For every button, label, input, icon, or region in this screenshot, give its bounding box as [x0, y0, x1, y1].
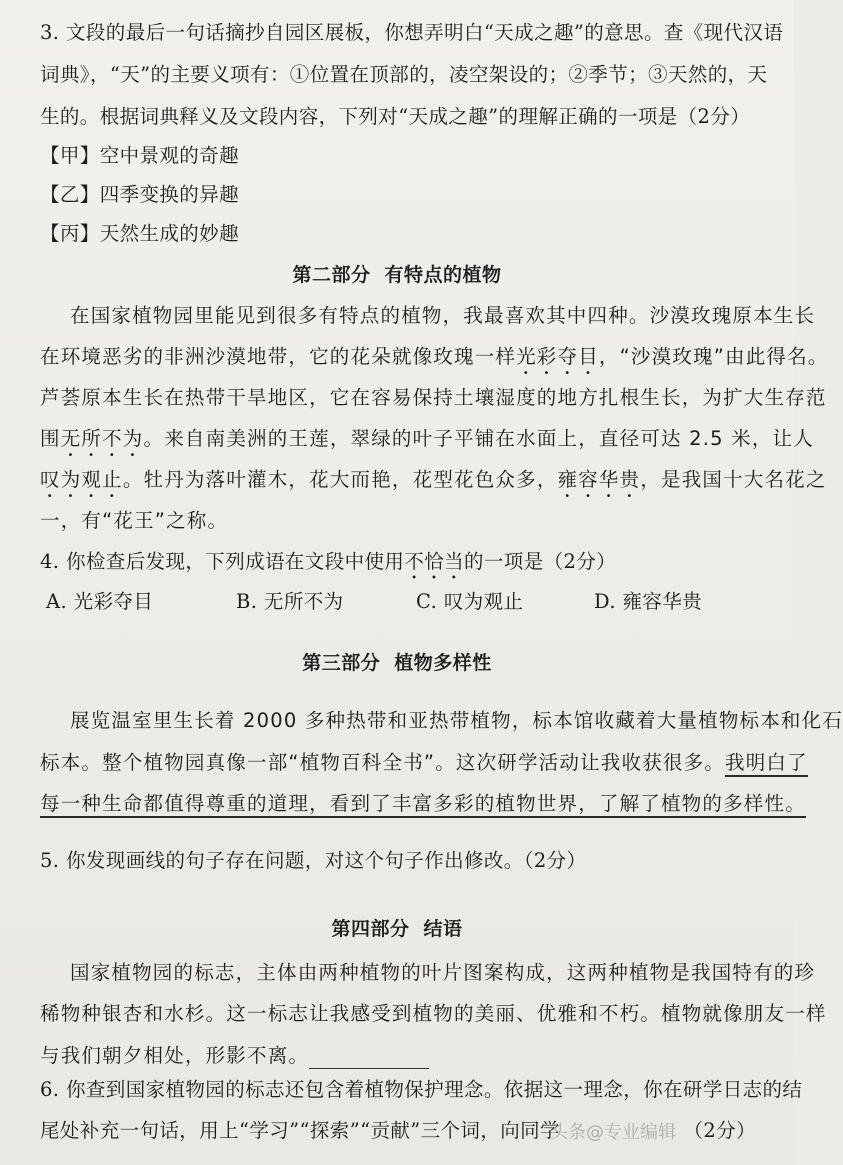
q5-stem: 5. 你发现画线的句子存在问题，对这个句子作出修改。（2分）: [40, 849, 587, 872]
idiom-guangcai-duomu: 光彩夺目: [516, 345, 599, 368]
part4-heading: [0, 916, 794, 942]
part2-text: 围: [40, 427, 61, 450]
idiom-tanwei-guanzhi: 叹为观止: [40, 468, 123, 491]
q3-option-yi: 【乙】四季变换的异趣: [40, 183, 240, 206]
part2-line-5: [40, 467, 827, 502]
part3-line-3: [40, 791, 806, 817]
part3-heading-label: 第三部分: [302, 652, 381, 674]
part2-text: ，“沙漠玫瑰”由此得名。: [598, 345, 829, 368]
answer-blank[interactable]: [309, 1048, 429, 1069]
part2-text: 。来自南美洲的王莲，翠绿的叶子平铺在水面上，直径可达 2.5 米，让人: [143, 427, 814, 450]
part4-text: 与我们朝夕相处，形影不离。: [40, 1044, 310, 1067]
idiom-wusuo-buwei: 无所不为: [60, 427, 144, 450]
q3-option-bing: 【丙】天然生成的妙趣: [40, 222, 240, 245]
part3-line-2: [40, 750, 808, 776]
part4-line-1: 国家植物园的标志，主体由两种植物的叶片图案构成，这两种植物是我国特有的珍: [70, 961, 816, 984]
q4-option-b: B. 无所不为: [236, 590, 344, 613]
part2-heading-title: 有特点的植物: [384, 264, 502, 286]
q6-line-1: 6. 你查到国家植物园的标志还包含着植物保护理念。依据这一理念，你在研学日志的结: [40, 1078, 803, 1101]
q6-text: 尾处补充一句话，用上“学习”“探索”“贡献”三个词，向同学: [40, 1119, 560, 1142]
underlined-sentence-start: 我明白了: [725, 751, 808, 777]
part2-text: 。牡丹为落叶灌木，花大而艳，花型花色众多，: [122, 468, 558, 491]
part4-line-2: 稀物种银杏和水杉。这一标志让我感受到植物的美丽、优雅和不朽。植物就像朋友一样: [40, 1002, 827, 1025]
q4-stem-a: 4. 你检查后发现，下列成语在文段中使用: [40, 550, 405, 573]
idiom-yongrong-huagui: 雍容华贵: [557, 468, 641, 491]
underlined-sentence: 每一种生命都值得尊重的道理，看到了丰富多彩的植物世界，了解了植物的多样性。: [40, 792, 806, 818]
part2-heading-label: 第二部分: [292, 264, 371, 286]
q3-line-2: 词典》，“天”的主要义项有：①位置在顶部的，凌空架设的；②季节；③天然的，天: [40, 63, 768, 86]
q3-line-1: 3. 文段的最后一句话摘抄自园区展板，你想弄明白“天成之趣”的意思。查《现代汉语: [40, 21, 784, 44]
part3-text: 标本。整个植物园真像一部“植物百科全书”。这次研学活动让我收获很多。: [40, 751, 726, 774]
part3-line-1: 展览温室里生长着 2000 多种热带和亚热带植物，标本馆收藏着大量植物标本和化石: [70, 709, 843, 732]
part3-heading-title: 植物多样性: [394, 652, 492, 674]
q4-stem: [40, 549, 756, 584]
q3-option-jia: 【甲】空中景观的奇趣: [40, 144, 240, 167]
q6-score: （2分）: [683, 1119, 756, 1142]
part2-line-1: 在国家植物园里能见到很多有特点的植物，我最喜欢其中四种。沙漠玫瑰原本生长: [70, 304, 816, 327]
q4-option-c: C. 叹为观止: [416, 590, 524, 613]
q4-stem-emphasis: 不恰当: [404, 550, 465, 573]
part2-text: ，是我国十大名花之: [640, 468, 827, 491]
q4-option-d: D. 雍容华贵: [594, 590, 703, 613]
part4-heading-label: 第四部分: [331, 918, 410, 940]
watermark: 头条@专业编辑: [550, 1122, 676, 1143]
q3-line-3: 生的。根据词典释义及文段内容，下列对“天成之趣”的理解正确的一项是（2分）: [40, 105, 751, 128]
part2-text: 在环境恶劣的非洲沙漠地带，它的花朵就像玫瑰一样: [40, 345, 517, 368]
part3-heading: [0, 650, 794, 676]
q4-stem-c: 的一项是（2分）: [464, 550, 617, 573]
part2-line-2: [40, 344, 829, 379]
part2-line-4: [40, 426, 814, 461]
part2-line-3: 芦荟原本生长在热带干旱地区，它在容易保持土壤湿度的地方扎根生长，为扩大生存范: [40, 386, 827, 409]
part2-line-6: 一，有“花王”之称。: [40, 509, 229, 532]
part4-line-3: [40, 1043, 756, 1069]
part2-heading: [0, 262, 794, 288]
q4-option-a: A. 光彩夺目: [46, 590, 154, 613]
part4-heading-title: 结语: [423, 918, 463, 940]
